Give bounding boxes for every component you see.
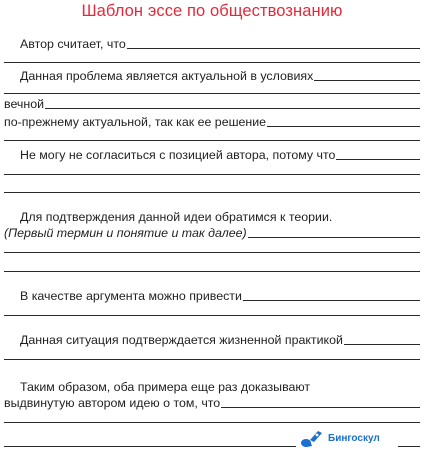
blank-field[interactable]: [314, 80, 420, 81]
essay-line-conclusion-2: [4, 396, 420, 410]
blank-field[interactable]: [336, 159, 420, 160]
essay-line-label: В качестве аргумента можно привести: [20, 289, 242, 303]
blank-line[interactable]: [4, 422, 420, 423]
essay-line-author-says: [4, 37, 420, 51]
blank-line[interactable]: [4, 252, 420, 253]
blank-line[interactable]: [4, 140, 420, 141]
blank-line[interactable]: [4, 192, 420, 193]
essay-line-label: Не могу не согласиться с позицией автора, потому что: [20, 148, 336, 162]
essay-line-label: по-прежнему актуальной, так как ее решение: [4, 115, 267, 129]
blank-field[interactable]: [243, 300, 420, 301]
essay-line-label: Данная проблема является актуальной в условиях: [20, 69, 314, 83]
essay-line-label: Автор считает, что: [20, 37, 126, 51]
blank-field[interactable]: [127, 48, 420, 49]
essay-line-argument: [4, 289, 420, 303]
essay-line-problem-actual: [4, 69, 420, 83]
blank-line[interactable]: [4, 315, 420, 316]
blank-line[interactable]: [4, 93, 420, 94]
brand-logo: [300, 428, 380, 448]
page-title: Шаблон эссе по обществознанию: [81, 2, 343, 20]
essay-line-label: Данная ситуация подтверждается жизненной практикой: [20, 333, 343, 347]
blank-line[interactable]: [4, 174, 420, 175]
essay-line-label: выдвинутую автором идею о том, что: [4, 396, 221, 410]
essay-line-first-term: [4, 226, 420, 240]
essay-line-label: (Первый термин и понятие и так далее): [4, 226, 247, 240]
essay-line-still-actual: [4, 115, 420, 129]
blank-line[interactable]: [4, 359, 420, 360]
blank-field[interactable]: [221, 407, 420, 408]
rocket-icon: [300, 428, 324, 448]
essay-line-conclusion-1: Таким образом, оба примера еще раз доказывают: [20, 380, 311, 394]
blank-field[interactable]: [267, 126, 420, 127]
blank-line[interactable]: [4, 62, 420, 63]
essay-line-agree: [4, 148, 420, 162]
blank-field[interactable]: [45, 108, 420, 109]
blank-line[interactable]: [4, 271, 420, 272]
blank-line[interactable]: [4, 446, 296, 447]
blank-field[interactable]: [248, 237, 420, 238]
blank-field[interactable]: [344, 344, 420, 345]
brand-name: Бингоскул: [328, 432, 380, 444]
essay-line-eternal: [4, 97, 420, 111]
blank-line[interactable]: [398, 446, 420, 447]
essay-line-label: вечной: [4, 97, 45, 111]
essay-line-theory: Для подтверждения данной идеи обратимся к теории.: [20, 210, 333, 224]
essay-line-life-practice: [4, 333, 420, 347]
